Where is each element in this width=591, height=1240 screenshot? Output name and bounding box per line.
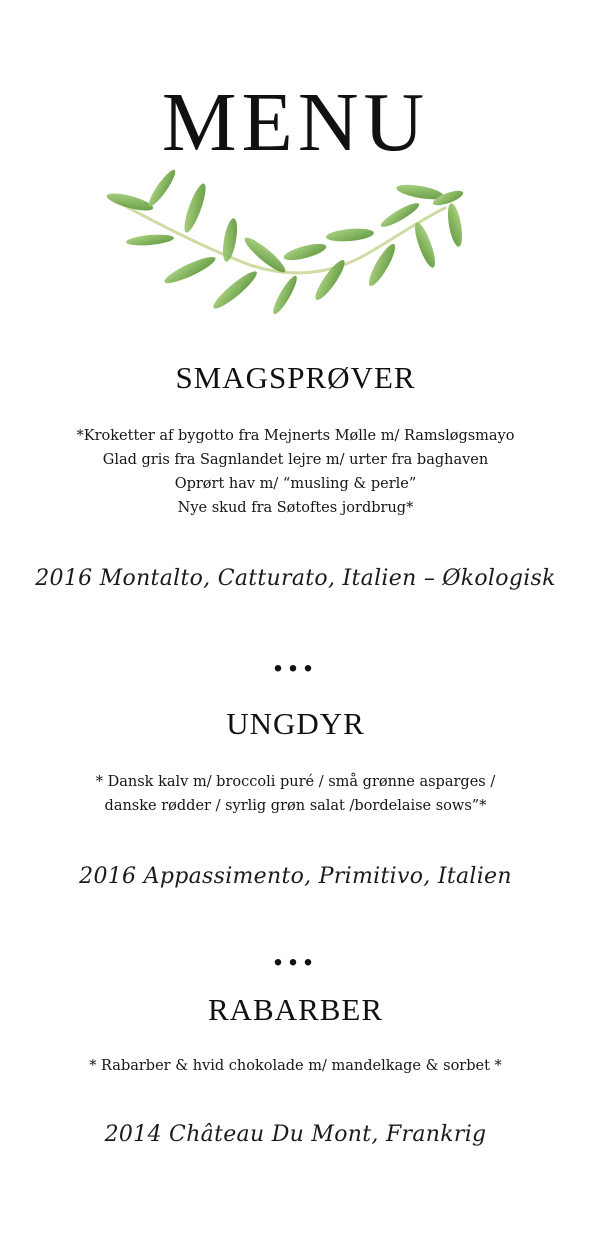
menu-item: * Rabarber & hvid chokolade m/ mandelkage & sorbet * — [89, 1058, 502, 1074]
olive-branch-icon — [100, 170, 480, 320]
section-items-smagsprover — [0, 424, 591, 520]
separator-dots: ... — [273, 635, 318, 680]
section-items-rabarber — [0, 1054, 591, 1078]
section-title-rabarber: RABARBER — [207, 992, 384, 1027]
menu-item: danske rødder / syrlig grøn salat /bordelaise sows”* — [104, 798, 487, 814]
menu-item: Nye skud fra Søtoftes jordbrug* — [177, 500, 414, 516]
wine-pairing: 2016 Appassimento, Primitivo, Italien — [79, 864, 512, 889]
menu-item: *Kroketter af bygotto fra Mejnerts Mølle m/ Ramsløgsmayo — [76, 428, 515, 444]
wine-pairing: 2016 Montalto, Catturato, Italien – Økologisk — [35, 566, 556, 591]
wine-pairing: 2014 Château Du Mont, Frankrig — [104, 1122, 487, 1147]
menu-item: * Dansk kalv m/ broccoli puré / små grønne asparges / — [95, 774, 496, 790]
section-title-ungdyr: UNGDYR — [226, 706, 365, 741]
menu-title: MENU — [161, 76, 430, 169]
section-title-smagsprover: SMAGSPRØVER — [175, 360, 416, 395]
section-items-ungdyr — [0, 770, 591, 818]
menu-item: Oprørt hav m/ “musling & perle” — [174, 476, 417, 492]
separator-dots: ... — [273, 929, 318, 974]
menu-item: Glad gris fra Sagnlandet lejre m/ urter fra baghaven — [102, 452, 489, 468]
